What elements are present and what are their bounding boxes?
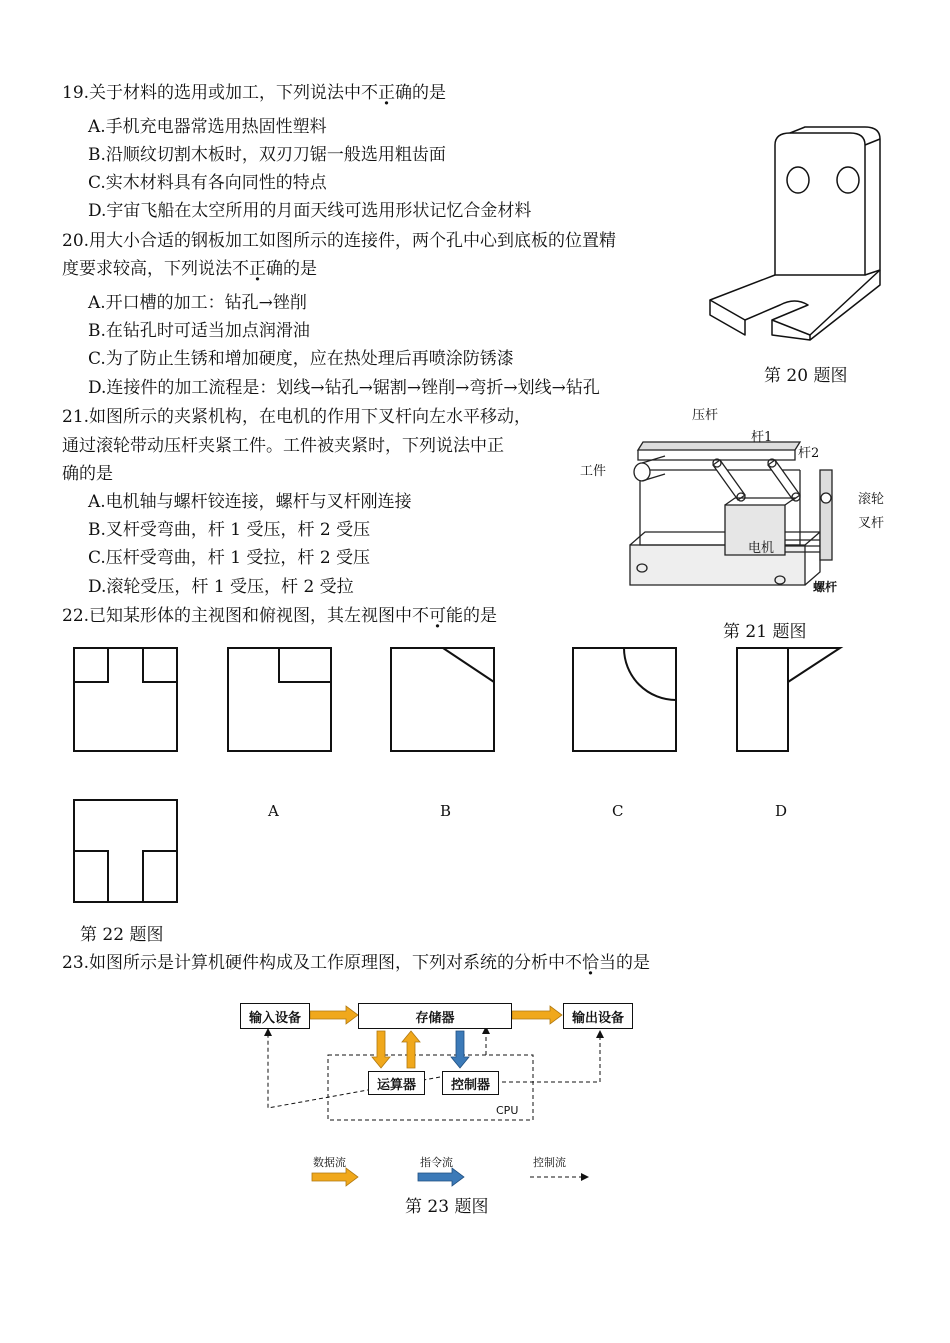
q20-option-a: A.开口槽的加工：钻孔→锉削 (88, 293, 307, 313)
q20-stem-post: 的是 (283, 259, 317, 279)
q21-option-c: C.压杆受弯曲，杆 1 受拉，杆 2 受压 (88, 548, 371, 568)
q20-stem-pre: 度要求较高，下列说法 (62, 259, 232, 279)
q22-option-a-label: A (268, 802, 279, 820)
q23-caption: 第 23 题图 (405, 1197, 489, 1217)
q22-option-c-label: C (612, 802, 624, 820)
q22-views-figure (60, 640, 860, 910)
q23-legend-data: 数据流 (313, 1156, 346, 1169)
q20-stem-line2 (62, 258, 317, 280)
q23-input-device-box: 输入设备 (240, 1003, 310, 1029)
q22-stem-emphasis: 不可能 (412, 606, 464, 626)
q21-stem-line2: 通过滚轮带动压杆夹紧工件。工件被夹紧时，下列说法中正 (62, 436, 504, 456)
q19-option-d: D.宇宙飞船在太空所用的月面天线可选用形状记忆合金材料 (88, 201, 532, 221)
q23-legend-instruction: 指令流 (420, 1156, 453, 1169)
q19-stem (62, 82, 446, 104)
q19-stem-emphasis: 不正确 (361, 83, 413, 103)
q23-legend-control: 控制流 (533, 1156, 566, 1169)
q21-label-chagan: 叉杆 (858, 516, 885, 531)
q23-output-device-box: 输出设备 (563, 1003, 633, 1029)
q22-stem-post: 的是 (463, 606, 498, 626)
q20-stem-line1: 20.用大小合适的钢板加工如图所示的连接件，两个孔中心到底板的位置精 (62, 231, 617, 251)
q19-stem-post: 的是 (412, 83, 447, 103)
q23-cpu-label: CPU (496, 1104, 519, 1117)
q22-option-b-label: B (440, 802, 452, 820)
q22-caption: 第 22 题图 (80, 925, 164, 945)
q22-stem (62, 605, 497, 627)
q19-option-b: B.沿顺纹切割木板时，双刃刀锯一般选用粗齿面 (88, 145, 446, 165)
q21-stem-line1: 21.如图所示的夹紧机构，在电机的作用下叉杆向左水平移动， (62, 407, 532, 427)
q21-label-gan1: 杆1 (751, 430, 773, 445)
q23-stem-pre: 23.如图所示是计算机硬件构成及工作原理图，下列对系统的分析中 (62, 953, 566, 973)
q21-label-gan2: 杆2 (798, 446, 820, 461)
q20-option-b: B.在钻孔时可适当加点润滑油 (88, 321, 310, 341)
q23-stem (62, 952, 650, 974)
q21-label-yagan: 压杆 (692, 408, 719, 423)
q20-option-c: C.为了防止生锈和增加硬度，应在热处理后再喷涂防锈漆 (88, 349, 514, 369)
q22-option-d-label: D (775, 802, 788, 820)
q21-option-b: B.叉杆受弯曲，杆 1 受压，杆 2 受压 (88, 520, 371, 540)
q23-controller-box: 控制器 (442, 1071, 499, 1095)
q23-memory-box: 存储器 (358, 1003, 512, 1029)
q21-stem-line3: 确的是 (62, 464, 113, 484)
q20-caption: 第 20 题图 (764, 366, 848, 386)
q23-alu-box: 运算器 (368, 1071, 425, 1095)
q21-option-a: A.电机轴与螺杆铰连接，螺杆与叉杆刚连接 (88, 492, 412, 512)
q19-stem-pre: 19.关于材料的选用或加工，下列说法中 (62, 83, 362, 103)
q23-stem-emphasis: 不恰当 (565, 953, 617, 973)
q20-stem-emphasis: 不正确 (232, 259, 283, 279)
q19-option-a: A.手机充电器常选用热固性塑料 (88, 117, 327, 137)
q20-option-d: D.连接件的加工流程是：划线→钻孔→锯割→锉削→弯折→划线→钻孔 (88, 378, 600, 398)
q22-stem-pre: 22.已知某形体的主视图和俯视图，其左视图中 (62, 606, 413, 626)
q21-label-gongjian: 工件 (580, 464, 607, 479)
q20-bracket-figure (700, 125, 900, 340)
q19-option-c: C.实木材料具有各向同性的特点 (88, 173, 327, 193)
q21-label-dianji: 电机 (748, 541, 775, 556)
q23-stem-post: 的是 (616, 953, 651, 973)
q21-caption: 第 21 题图 (723, 622, 807, 642)
q21-option-d: D.滚轮受压，杆 1 受压，杆 2 受拉 (88, 577, 354, 597)
q21-label-gunlun: 滚轮 (858, 492, 885, 507)
q21-label-luogan: 螺杆 (813, 580, 838, 594)
